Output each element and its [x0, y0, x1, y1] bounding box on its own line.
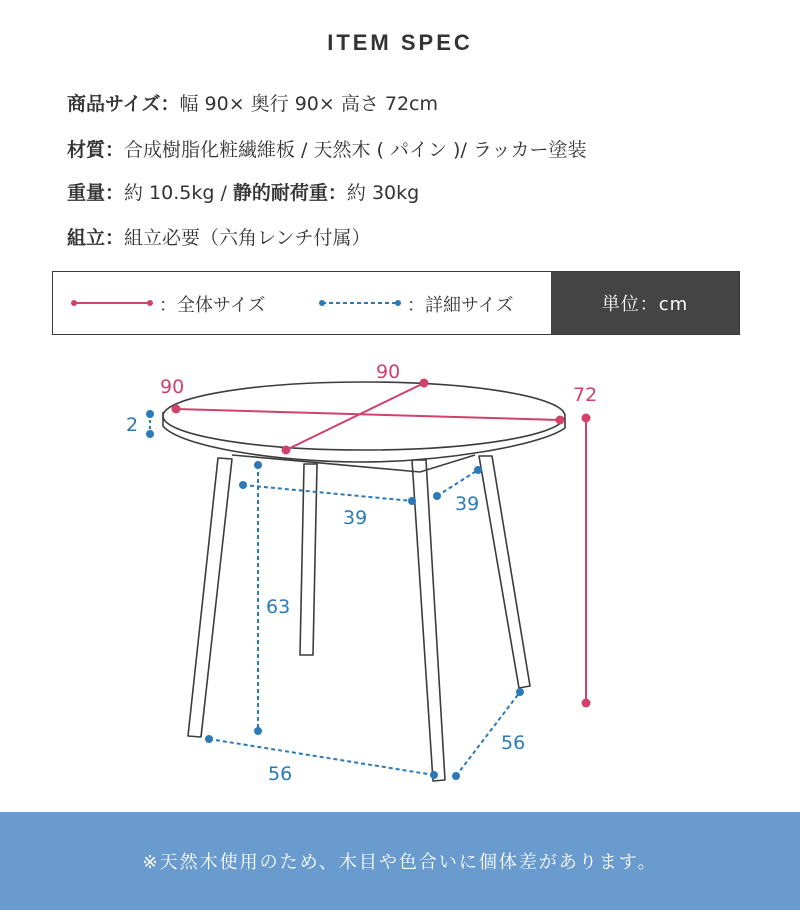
back-right-leg [479, 456, 530, 688]
overall-size-line-icon [71, 300, 153, 306]
leg-height-label: 63 [266, 596, 291, 618]
apron-width-label: 39 [343, 507, 368, 529]
tabletop [163, 382, 565, 450]
height-line [583, 415, 590, 707]
spec-assembly-row [67, 225, 371, 251]
spec-size-value: 幅 90× 奥行 90× 高さ 72cm [179, 93, 439, 115]
top-thickness-line [147, 411, 153, 437]
spec-weight-value: 約 10.5kg / [124, 182, 233, 204]
spec-weight-label: 重量： [67, 182, 125, 204]
top-width-label: 90 [160, 376, 185, 398]
front-right-leg [412, 460, 445, 781]
spec-material-label: 材質： [67, 139, 125, 161]
top-thickness-label: 2 [126, 414, 139, 436]
foot-width-label: 56 [268, 763, 293, 785]
legend-keys [53, 272, 551, 334]
spec-size-label: 商品サイズ： [67, 93, 180, 115]
apron-depth-label: 39 [455, 493, 480, 515]
unit-label: 単位：cm [551, 272, 739, 334]
spec-material-row [67, 137, 587, 163]
table-dimension-diagram [0, 340, 800, 810]
spec-load-label: 静的耐荷重： [232, 182, 347, 204]
page-title: ITEM SPEC [327, 30, 473, 55]
top-depth-label: 90 [376, 361, 401, 383]
dimension-legend [52, 271, 740, 335]
spec-assembly-label: 組立： [67, 227, 125, 249]
leg-height-line [255, 462, 261, 734]
foot-width-line [206, 736, 437, 778]
height-label: 72 [573, 384, 598, 406]
spec-load-value: 約 30kg [346, 182, 420, 204]
footer-note: ※天然木使用のため、木目や色合いに個体差があります。 [0, 812, 800, 910]
spec-size-row [67, 91, 438, 117]
spec-material-value: 合成樹脂化粧繊維板 / 天然木 ( パイン )/ ラッカー塗装 [124, 139, 587, 161]
legend-overall-label: ：全体サイズ [159, 295, 266, 316]
apron-width-line [240, 482, 415, 504]
detail-size-line-icon [319, 300, 401, 306]
spec-weight-row [67, 180, 419, 206]
front-left-leg [188, 458, 232, 737]
legend-detail-label: ：詳細サイズ [407, 295, 514, 316]
foot-depth-label: 56 [501, 732, 526, 754]
spec-assembly-value: 組立必要（六角レンチ付属） [124, 227, 371, 249]
